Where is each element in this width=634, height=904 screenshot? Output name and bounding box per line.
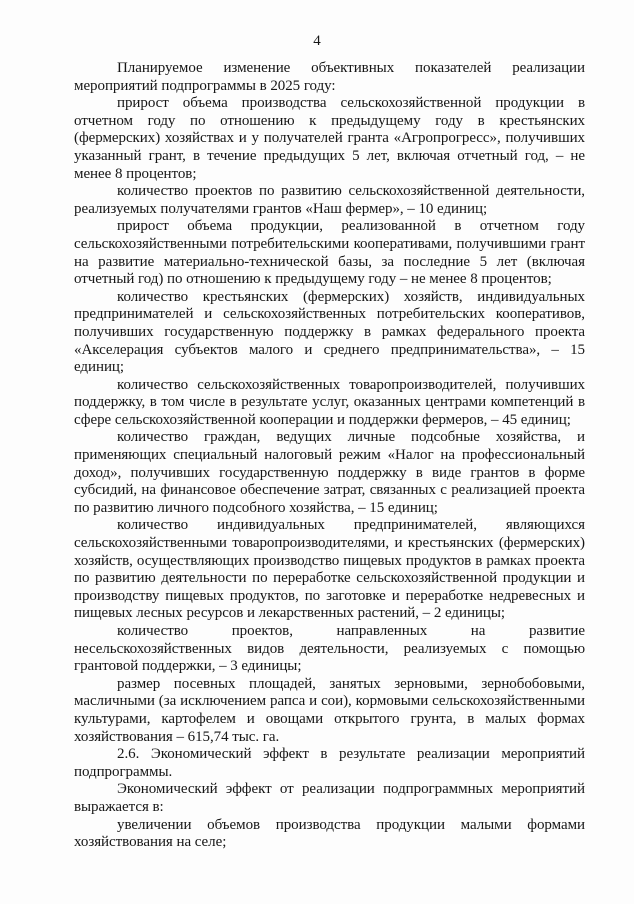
paragraph-production-growth: прирост объема производства сельскохозяйственной продукции в отчетном году по отношению к предыдущему году в крестьянских (фермерских) хозяйствах и у получателей гранта «Агропрогресс», получивших указанный грант, в течение предыдущих 5 лет, включая отчетный год, – не менее 8 процентов; (74, 95, 585, 182)
paragraph-acceleration-support: количество крестьянских (фермерских) хозяйств, индивидуальных предпринимателей и сельскохозяйственных потребительских кооперативов, получивших государственную поддержку в рамках федерального проекта «Акселерация субъектов малого и среднего предпринимательства», – 15 единиц; (74, 288, 585, 376)
page-number: 4 (313, 33, 321, 49)
paragraph-food-processing: количество индивидуальных предпринимателей, являющихся сельскохозяйственными товаропроизводителями, и крестьянских (фермерских) хозяйств, осуществляющих производство пищевых продуктов в рамках проекта по развитию деятельности по переработке сельскохозяйственной продукции и производству пищевых продуктов, по заготовке и переработке недревесных и пищевых лесных ресурсов и лекарственных растений, – 2 единицы; (74, 517, 585, 622)
paragraph-sown-area: размер посевных площадей, занятых зерновыми, зернобобовыми, масличными (за исключением рапса и сои), кормовыми сельскохозяйственными культурами, картофелем и овощами открытого грунта, в малых формах хозяйствования – 615,74 тыс. га. (74, 675, 585, 745)
paragraph-planned-change-intro: Планируемое изменение объективных показателей реализации мероприятий подпрограммы в 2025 году: (74, 60, 585, 94)
paragraph-economic-effect-intro: Экономический эффект от реализации подпрограммных мероприятий выражается в: (74, 781, 585, 815)
paragraph-cooperative-growth: прирост объема продукции, реализованной в отчетном году сельскохозяйственными потребительскими кооперативами, получившими грант на развитие материально-технической базы, за последние 5 лет (включая отчетный год) по отношению к предыдущему году – не менее 8 процентов; (74, 218, 585, 288)
document-body (74, 60, 585, 852)
section-heading-economic-effect: 2.6. Экономический эффект в результате реализации мероприятий подпрограммы. (74, 746, 585, 780)
paragraph-non-agricultural-projects: количество проектов, направленных на развитие несельскохозяйственных видов деятельности, реализуемых с помощью грантовой поддержки, – 3 единицы; (74, 623, 585, 675)
paragraph-competence-centers: количество сельскохозяйственных товаропроизводителей, получивших поддержку, в том числе в результате услуг, оказанных центрами компетенций в сфере сельскохозяйственной кооперации и поддержки фермеров, – 45 единиц; (74, 376, 585, 428)
paragraph-nash-fermer-projects: количество проектов по развитию сельскохозяйственной деятельности, реализуемых получателями грантов «Наш фермер», – 10 единиц; (74, 183, 585, 217)
paragraph-production-increase: увеличении объемов производства продукции малыми формами хозяйствования на селе; (74, 816, 585, 851)
paragraph-household-grants: количество граждан, ведущих личные подсобные хозяйства, и применяющих специальный налоговый режим «Налог на профессиональный доход», получивших государственную поддержку в виде грантов в форме субсидий, на финансовое обеспечение затрат, связанных с реализацией проекта по развитию личного подсобного хозяйства, – 15 единиц; (74, 429, 585, 516)
